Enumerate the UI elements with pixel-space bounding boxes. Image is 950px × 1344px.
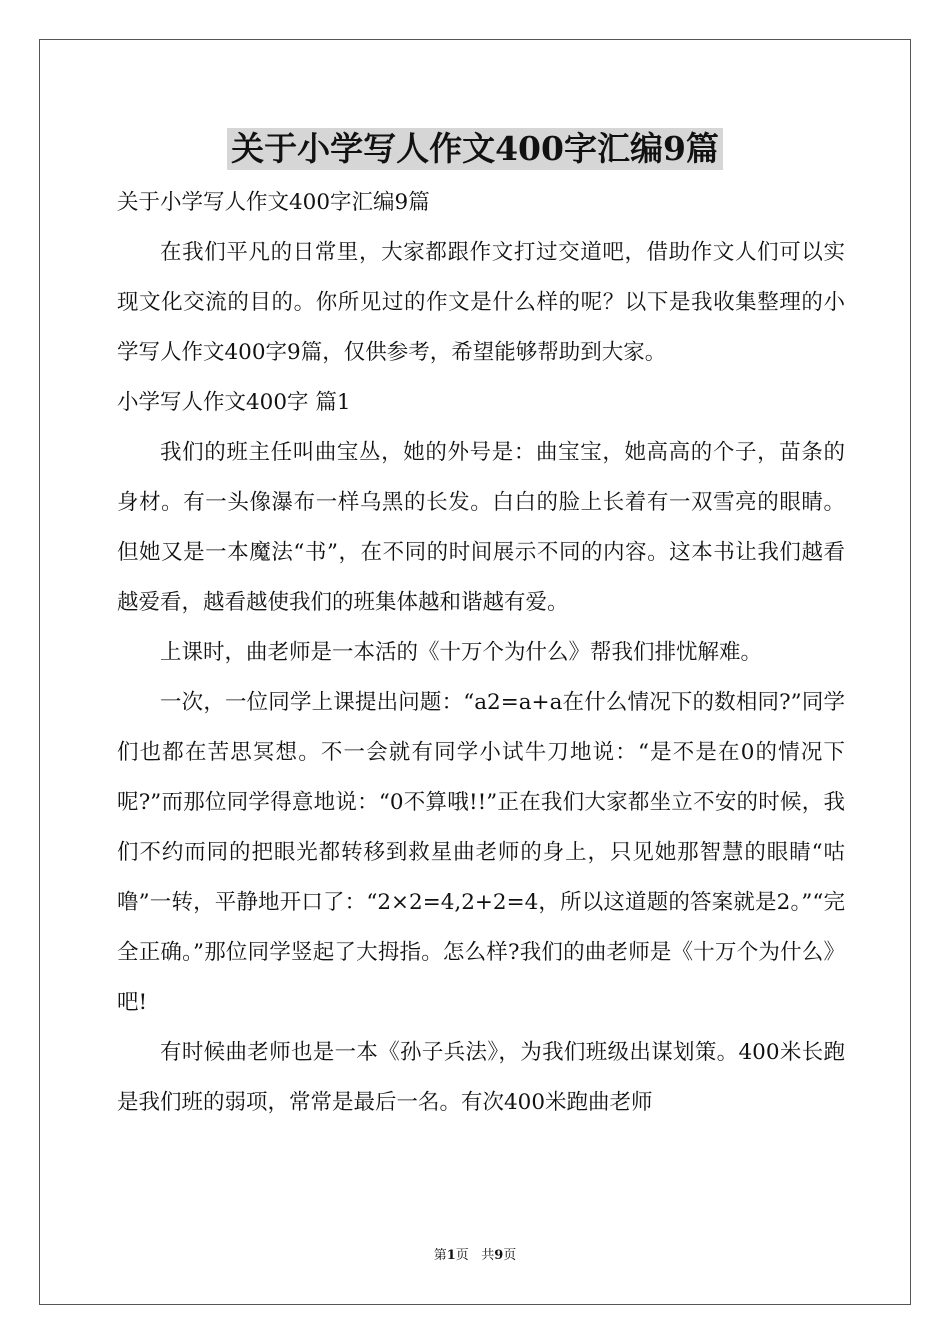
footer-total-pages: 9 xyxy=(494,1248,504,1263)
footer-mid: 页 共 xyxy=(455,1248,495,1263)
body-paragraph: 有时候曲老师也是一本《孙子兵法》，为我们班级出谋划策。400米长跑是我们班的弱项，常常是最后一名。有次400米跑曲老师 xyxy=(117,1040,845,1115)
document-title: 关于小学写人作文400字汇编9篇 xyxy=(227,128,723,170)
footer-suffix: 页 xyxy=(503,1248,517,1263)
footer-prefix: 第 xyxy=(433,1248,447,1263)
subtitle-line: 关于小学写人作文400字汇编9篇 xyxy=(117,190,430,215)
footer-page-number: 1 xyxy=(446,1248,456,1263)
page-footer xyxy=(0,1247,950,1265)
body-paragraph: 我们的班主任叫曲宝丛，她的外号是：曲宝宝，她高高的个子，苗条的身材。有一头像瀑布一样乌黑的长发。白白的脸上长着有一双雪亮的眼睛。但她又是一本魔法“书”，在不同的时间展示不同的内容。这本书让我们越看越爱看，越看越使我们的班集体越和谐越有爱。 xyxy=(117,440,845,615)
section-heading: 小学写人作文400字 篇1 xyxy=(117,390,351,415)
intro-paragraph: 在我们平凡的日常里，大家都跟作文打过交道吧，借助作文人们可以实现文化交流的目的。你所见过的作文是什么样的呢？以下是我收集整理的小学写人作文400字9篇，仅供参考，希望能够帮助到大家。 xyxy=(117,240,845,365)
body-paragraph: 一次，一位同学上课提出问题：“a2=a+a在什么情况下的数相同?”同学们也都在苦思冥想。不一会就有同学小试牛刀地说：“是不是在0的情况下呢?”而那位同学得意地说：“0不算哦!!”正在我们大家都坐立不安的时候，我们不约而同的把眼光都转移到救星曲老师的身上，只见她那智慧的眼睛“咕噜”一转，平静地开口了：“2×2=4,2+2=4，所以这道题的答案就是2。”“完全正确。”那位同学竖起了大拇指。怎么样?我们的曲老师是《十万个为什么》吧! xyxy=(117,690,845,1015)
body-paragraph: 上课时，曲老师是一本活的《十万个为什么》帮我们排忧解难。 xyxy=(160,640,763,665)
document-body xyxy=(117,178,845,1128)
title-wrap xyxy=(0,128,950,170)
